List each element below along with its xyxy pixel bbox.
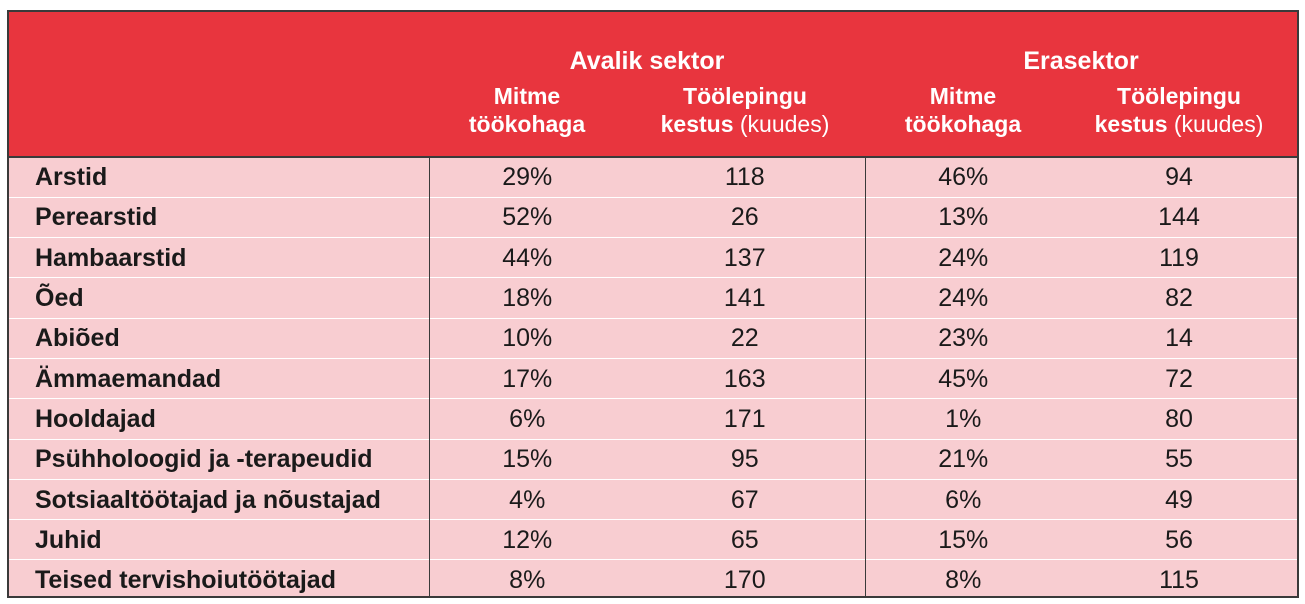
row-label: Abiõed (9, 318, 429, 358)
group-header-private: Erasektor (1023, 47, 1139, 75)
table-header (9, 12, 1297, 157)
private-contract-duration-cell: 80 (1061, 399, 1297, 439)
row-label: Hambaarstid (9, 238, 429, 278)
private-contract-duration-cell: 49 (1061, 479, 1297, 519)
private-multi-job-cell: 6% (865, 479, 1061, 519)
private-multi-job-cell: 24% (865, 238, 1061, 278)
public-multi-job-cell: 52% (429, 197, 625, 237)
public-contract-duration-cell: 118 (625, 157, 865, 197)
private-contract-duration-cell: 119 (1061, 238, 1297, 278)
private-multi-job-cell: 15% (865, 520, 1061, 560)
public-multi-job-cell: 10% (429, 318, 625, 358)
row-label: Õed (9, 278, 429, 318)
subheader-multi-job-private: Mitme töökohaga (904, 83, 1022, 137)
table-row (9, 439, 1297, 479)
row-label: Hooldajad (9, 399, 429, 439)
public-contract-duration-cell: 95 (625, 439, 865, 479)
public-multi-job-cell: 29% (502, 163, 553, 192)
public-contract-duration-cell: 171 (625, 399, 865, 439)
table-row (9, 399, 1297, 439)
private-multi-job-cell: 21% (865, 439, 1061, 479)
row-label: Perearstid (9, 197, 429, 237)
table-row (9, 197, 1297, 237)
public-contract-duration-cell: 163 (625, 358, 865, 398)
private-multi-job-cell: 13% (865, 197, 1061, 237)
row-label: Juhid (9, 520, 429, 560)
subheader-contract-duration-public: Töölepingu kestus (kuudes) (660, 83, 830, 137)
public-multi-job-cell: 12% (429, 520, 625, 560)
public-multi-job-cell: 6% (429, 399, 625, 439)
row-label: Psühholoogid ja -terapeudid (9, 439, 429, 479)
row-label: Arstid (9, 157, 429, 197)
private-multi-job-cell: 46% (938, 163, 989, 192)
public-multi-job-cell: 44% (429, 238, 625, 278)
public-multi-job-cell: 15% (429, 439, 625, 479)
private-multi-job-cell: 45% (865, 358, 1061, 398)
subheader-multi-job-public: Mitme töökohaga (468, 83, 586, 137)
private-contract-duration-cell: 82 (1061, 278, 1297, 318)
table-row (9, 238, 1297, 278)
public-multi-job-cell: 4% (429, 479, 625, 519)
private-multi-job-cell: 24% (865, 278, 1061, 318)
public-contract-duration-cell: 65 (625, 520, 865, 560)
public-contract-duration-cell: 141 (625, 278, 865, 318)
private-multi-job-cell: 8% (865, 560, 1061, 598)
row-label: Teised tervishoiutöötajad (9, 560, 429, 598)
table-row (9, 318, 1297, 358)
public-multi-job-cell: 17% (429, 358, 625, 398)
data-table (9, 12, 1297, 598)
comparison-table (7, 10, 1299, 598)
header-corner (9, 12, 429, 80)
public-multi-job-cell: 18% (429, 278, 625, 318)
public-contract-duration-cell: 26 (625, 197, 865, 237)
public-contract-duration-cell: 67 (625, 479, 865, 519)
row-label: Sotsiaaltöötajad ja nõustajad (9, 479, 429, 519)
table-row (9, 479, 1297, 519)
table-body (9, 157, 1297, 598)
private-contract-duration-cell: 56 (1061, 520, 1297, 560)
private-contract-duration-cell: 144 (1061, 197, 1297, 237)
private-multi-job-cell: 1% (865, 399, 1061, 439)
table-row (9, 520, 1297, 560)
private-contract-duration-cell: 94 (1165, 163, 1193, 192)
table-row (9, 358, 1297, 398)
private-contract-duration-cell: 72 (1061, 358, 1297, 398)
public-contract-duration-cell: 22 (625, 318, 865, 358)
header-corner-sub (9, 80, 429, 157)
row-label: Ämmaemandad (9, 358, 429, 398)
public-multi-job-cell: 8% (429, 560, 625, 598)
subheader-contract-duration-private: Töölepingu kestus (kuudes) (1094, 83, 1264, 137)
group-header-public: Avalik sektor (569, 47, 725, 75)
private-contract-duration-cell: 115 (1061, 560, 1297, 598)
table-row (9, 157, 1297, 197)
private-multi-job-cell: 23% (865, 318, 1061, 358)
public-contract-duration-cell: 170 (625, 560, 865, 598)
table-row (9, 278, 1297, 318)
private-contract-duration-cell: 55 (1061, 439, 1297, 479)
public-contract-duration-cell: 137 (625, 238, 865, 278)
private-contract-duration-cell: 14 (1061, 318, 1297, 358)
table-row (9, 560, 1297, 598)
